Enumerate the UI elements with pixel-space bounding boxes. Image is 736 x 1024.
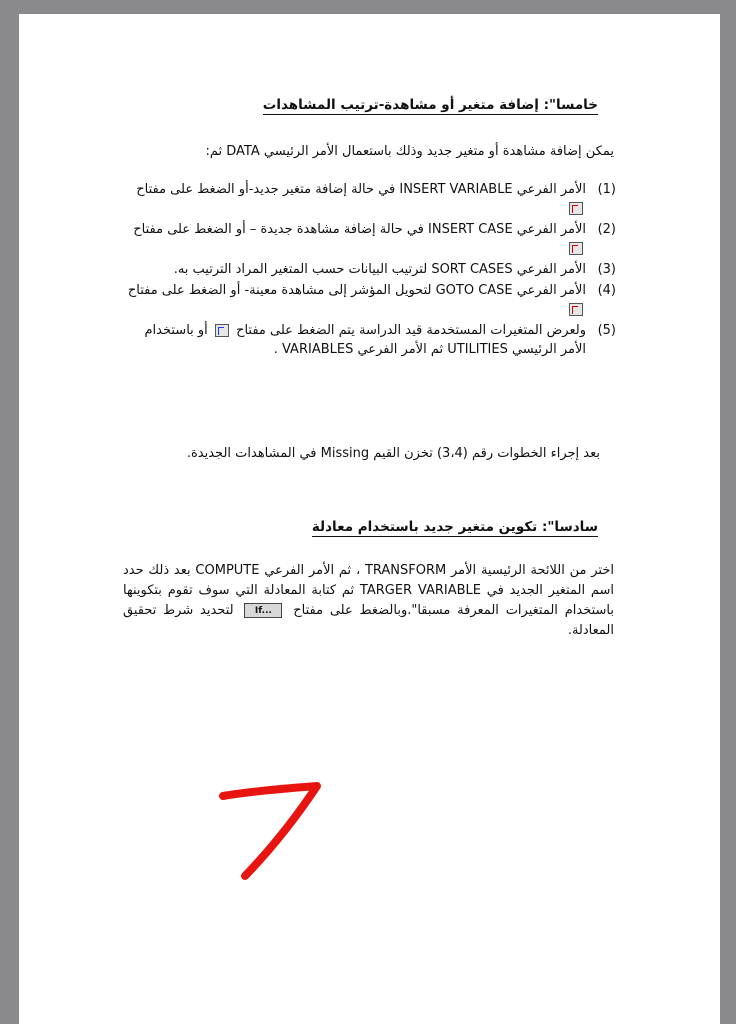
variables-icon — [215, 324, 229, 337]
section5-intro: يمكن إضافة مشاهدة أو متغير جديد وذلك باستعمال الأمر الرئيسي DATA ثم: — [205, 144, 614, 159]
handwritten-page-number — [217, 776, 327, 886]
list-text-continued: أو باستخدام الأمر الرئيسي UTILITIES ثم الأمر الفرعي VARIABLES . — [144, 323, 586, 357]
insert-variable-icon — [569, 202, 583, 215]
section5-list — [123, 180, 616, 361]
list-text: الأمر الفرعي SORT CASES لترتيب البيانات حسب المتغير المراد الترتيب به. — [173, 262, 586, 277]
document-page — [19, 14, 720, 1024]
list-item — [123, 321, 616, 359]
list-number: (2) — [597, 222, 616, 237]
list-text: الأمر الفرعي GOTO CASE لتحويل المؤشر إلى مشاهدة معينة- أو الضغط على مفتاح — [127, 283, 586, 298]
list-number: (5) — [597, 323, 616, 338]
section6-text-end: لتحديد شرط تحقيق المعادلة. — [123, 603, 614, 638]
list-number: (4) — [597, 283, 616, 298]
list-text: الأمر الفرعي INSERT CASE في حالة إضافة مشاهدة جديدة – أو الضغط على مفتاح — [133, 222, 586, 237]
list-item — [123, 260, 616, 279]
list-item — [123, 220, 616, 258]
list-item — [123, 281, 616, 319]
section6-heading: سادسا": تكوين متغير جديد باستخدام معادلة — [311, 519, 598, 535]
goto-case-icon — [569, 303, 583, 316]
section6-text: اختر من اللائحة الرئيسية الأمر TRANSFORM ، ثم الأمر الفرعي COMPUTE بعد ذلك حدد اسم المتغير الجديد في TARGER VARIABLE ثم كتابة المعادلة التي سوف تقوم بتكوينها باستخدام المتغيرات المعرفة مسبقا".وبالضغط على مفتاح — [123, 563, 615, 618]
if-button: If... — [244, 603, 282, 618]
list-text: الأمر الفرعي INSERT VARIABLE في حالة إضافة متغير جديد-أو الضغط على مفتاح — [136, 182, 586, 197]
section5-heading: خامسا": إضافة متغير أو مشاهدة-ترتيب المشاهدات — [262, 97, 598, 113]
list-number: (1) — [597, 182, 616, 197]
list-text: ولعرض المتغيرات المستخدمة قيد الدراسة يتم الضغط على مفتاح — [236, 323, 586, 338]
section5-note: بعد إجراء الخطوات رقم (3،4) تخزن القيم Missing في المشاهدات الجديدة. — [186, 446, 600, 461]
list-item — [123, 180, 616, 218]
insert-case-icon — [569, 242, 583, 255]
list-number: (3) — [597, 262, 616, 277]
section6-paragraph — [123, 561, 614, 641]
